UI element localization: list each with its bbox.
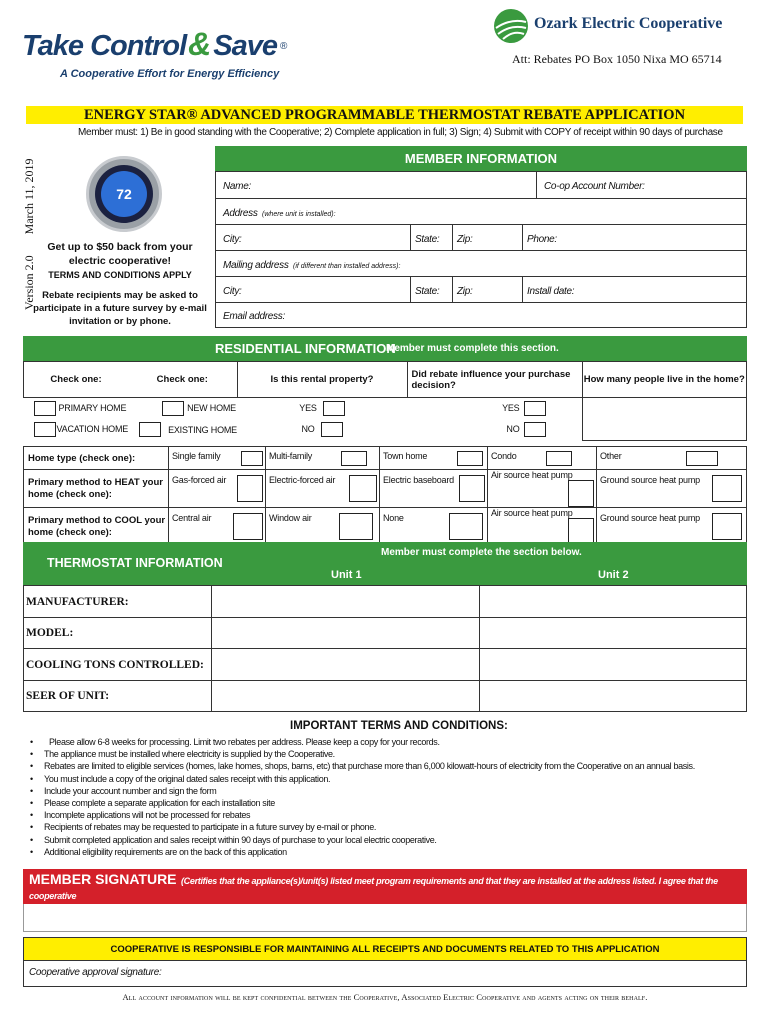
member-info-header-text: MEMBER INFORMATION bbox=[404, 151, 558, 166]
influence-no-checkbox[interactable] bbox=[524, 422, 546, 437]
coop-logo-icon bbox=[493, 8, 529, 44]
terms-item bbox=[30, 809, 742, 821]
promo-block bbox=[30, 240, 210, 328]
tons-label-cell bbox=[24, 649, 212, 681]
home-type-opt-4-checkbox[interactable] bbox=[686, 451, 718, 466]
heat-opt-2[interactable] bbox=[380, 470, 488, 508]
residential-header bbox=[23, 336, 747, 361]
terms-item-text: Additional eligibility requirements are on the back of this application bbox=[44, 846, 287, 857]
influence-yes-label: YES bbox=[502, 402, 520, 413]
terms-item bbox=[30, 760, 742, 772]
terms-item bbox=[30, 736, 742, 748]
heat-opt-1-checkbox[interactable] bbox=[349, 475, 377, 502]
cool-opt-2[interactable] bbox=[380, 508, 488, 546]
people-question: How many people live in the home? bbox=[583, 374, 745, 385]
home-type-label-cell bbox=[24, 447, 169, 470]
home-type-opt-4[interactable] bbox=[597, 447, 747, 470]
seer-unit1-field[interactable] bbox=[212, 681, 480, 712]
influence-yes-cell bbox=[407, 398, 582, 419]
residential-header-text: RESIDENTIAL INFORMATION bbox=[215, 341, 396, 356]
home-type-opt-2-label: Town home bbox=[383, 450, 428, 461]
address-label: Address bbox=[223, 207, 258, 219]
cool-opt-3-label: Air source heat pump bbox=[491, 508, 573, 518]
state2-field[interactable] bbox=[411, 277, 453, 303]
terms-item bbox=[30, 748, 742, 760]
home-type-opt-1[interactable] bbox=[266, 447, 380, 470]
rental-question: Is this rental property? bbox=[270, 374, 374, 385]
rental-yes-checkbox[interactable] bbox=[323, 401, 345, 416]
signature-section[interactable] bbox=[23, 869, 747, 914]
heat-opt-1[interactable] bbox=[266, 470, 380, 508]
thermostat-info-header bbox=[23, 542, 747, 585]
primary-home-checkbox[interactable] bbox=[34, 401, 56, 416]
home-type-opt-3[interactable] bbox=[488, 447, 597, 470]
thermostat-screen bbox=[95, 165, 153, 223]
mailing-address-field[interactable] bbox=[216, 251, 747, 277]
page-title bbox=[26, 106, 743, 124]
signature-text-line1: (Certifies that the appliance(s)/unit(s) listed meet program requirements and that they are installed at the address listed. I agree that the cooperative bbox=[29, 876, 718, 901]
install-date-label: Install date: bbox=[527, 285, 575, 297]
rental-no-label: NO bbox=[301, 423, 315, 434]
existing-home-label: EXISTING HOME bbox=[168, 424, 237, 435]
heat-opt-2-label: Electric baseboard bbox=[383, 475, 454, 485]
tons-unit1-field[interactable] bbox=[212, 649, 480, 681]
heat-opt-0-label: Gas-forced air bbox=[172, 475, 227, 485]
bullet-icon: • bbox=[30, 846, 33, 857]
heat-opt-4-checkbox[interactable] bbox=[712, 475, 742, 502]
terms-item-text: Incomplete applications will not be processed for rebates bbox=[44, 810, 251, 821]
primary-home-label: PRIMARY HOME bbox=[58, 402, 127, 413]
manufacturer-label-cell bbox=[24, 586, 212, 618]
heat-label: Primary method to HEAT your home (check one): bbox=[28, 476, 163, 500]
rental-no-checkbox[interactable] bbox=[321, 422, 343, 437]
rental-header bbox=[237, 362, 407, 398]
residential-must-text: Member must complete this section. bbox=[386, 343, 559, 354]
terms-item-text: The appliance must be installed where electricity is supplied by the Cooperative. bbox=[44, 749, 335, 760]
existing-home-checkbox[interactable] bbox=[139, 422, 161, 437]
vacation-home-label: VACATION HOME bbox=[56, 423, 129, 434]
heat-opt-2-checkbox[interactable] bbox=[459, 475, 485, 502]
requirements-text: Member must: 1) Be in good standing with the Cooperative; 2) Complete application in full; 3) Sign; 4) Submit with COPY of receipt within 90 days of purchase bbox=[78, 127, 723, 138]
thermostat-info-title: THERMOSTAT INFORMATION bbox=[47, 556, 223, 570]
rental-yes-label: YES bbox=[299, 402, 317, 413]
home-type-opt-2-checkbox[interactable] bbox=[457, 451, 483, 466]
check-one-b-header bbox=[128, 362, 237, 398]
unit1-header: Unit 1 bbox=[331, 569, 362, 581]
new-home-checkbox[interactable] bbox=[162, 401, 184, 416]
seer-unit2-field[interactable] bbox=[480, 681, 747, 712]
heat-opt-3[interactable] bbox=[488, 470, 597, 508]
terms-item-text: Please complete a separate application for each installation site bbox=[44, 798, 275, 809]
address-note: (where unit is installed): bbox=[262, 210, 336, 218]
terms-item bbox=[30, 773, 742, 785]
tons-label: COOLING TONS CONTROLLED: bbox=[26, 658, 204, 671]
promo-line2: electric cooperative! bbox=[68, 255, 172, 267]
member-info-table bbox=[215, 171, 747, 328]
promo-line1: Get up to $50 back from your bbox=[47, 241, 193, 253]
page-title-text: ENERGY STAR® ADVANCED PROGRAMMABLE THERMOSTAT REBATE APPLICATION bbox=[83, 107, 686, 123]
home-type-opt-0-label: Single family bbox=[172, 450, 221, 461]
zip-label: Zip: bbox=[457, 233, 473, 245]
terms-item bbox=[30, 846, 742, 858]
thermostat-dial bbox=[101, 171, 147, 217]
promo-survey: Rebate recipients may be asked to participate in a future survey by e-mail invitation or by phone. bbox=[33, 290, 207, 327]
terms-item bbox=[30, 785, 742, 797]
residential-table bbox=[23, 361, 747, 441]
cool-opt-3-checkbox[interactable] bbox=[568, 518, 594, 545]
bullet-icon: • bbox=[30, 810, 33, 821]
terms-item-text: Recipients of rebates may be requested to participate in a future survey by e-mail or phone. bbox=[44, 822, 376, 833]
influence-no-cell bbox=[407, 419, 582, 441]
signature-line-box[interactable] bbox=[23, 904, 747, 932]
signature-title: MEMBER SIGNATURE bbox=[29, 871, 177, 887]
member-info-header bbox=[215, 146, 747, 171]
rental-yes-cell bbox=[237, 398, 407, 419]
logo-end-text: Save bbox=[213, 30, 278, 62]
bullet-icon: • bbox=[30, 749, 33, 760]
cool-opt-4[interactable] bbox=[597, 508, 747, 546]
registered-mark: ® bbox=[280, 40, 288, 52]
home-type-opt-1-label: Multi-family bbox=[269, 450, 313, 461]
email-field[interactable] bbox=[216, 303, 747, 328]
coop-note-bar bbox=[23, 937, 747, 961]
bullet-icon: • bbox=[30, 798, 33, 809]
home-type-opt-1-checkbox[interactable] bbox=[341, 451, 367, 466]
people-header bbox=[582, 362, 747, 398]
manufacturer-unit2-field[interactable] bbox=[480, 586, 747, 618]
check-one-a-label: Check one: bbox=[50, 374, 102, 385]
home-systems-table bbox=[23, 446, 747, 546]
home-type-opt-4-label: Other bbox=[600, 450, 622, 461]
name-field[interactable] bbox=[216, 172, 537, 199]
zip-field[interactable] bbox=[453, 225, 523, 251]
terms-item bbox=[30, 834, 742, 846]
seer-label-cell bbox=[24, 681, 212, 712]
logo-main-text: Take Control bbox=[22, 30, 187, 62]
phone-field[interactable] bbox=[523, 225, 747, 251]
account-number-label: Co-op Account Number: bbox=[544, 181, 645, 192]
install-date-field[interactable] bbox=[523, 277, 747, 303]
cool-label-cell bbox=[24, 508, 169, 546]
check-one-b-label: Check one: bbox=[156, 374, 208, 385]
primary-home-cell bbox=[24, 398, 129, 419]
city-label: City: bbox=[223, 233, 242, 245]
cool-opt-2-label: None bbox=[383, 513, 404, 523]
home-type-opt-0[interactable] bbox=[169, 447, 266, 470]
bullet-icon: • bbox=[30, 737, 33, 747]
bullet-icon: • bbox=[30, 785, 33, 796]
state2-label: State: bbox=[415, 285, 440, 297]
influence-no-label: NO bbox=[506, 423, 520, 434]
cool-opt-1-label: Window air bbox=[269, 513, 312, 523]
bullet-icon: • bbox=[30, 822, 33, 833]
vacation-home-checkbox[interactable] bbox=[34, 422, 56, 437]
version-text: Version 2.0 bbox=[22, 255, 36, 310]
coop-address: Att: Rebates PO Box 1050 Nixa MO 65714 bbox=[512, 52, 722, 66]
influence-yes-checkbox[interactable] bbox=[524, 401, 546, 416]
coop-name: Ozark Electric Cooperative bbox=[534, 15, 723, 32]
home-type-opt-2[interactable] bbox=[380, 447, 488, 470]
thermostat-must-text: Member must complete the section below. bbox=[381, 547, 582, 558]
zip2-field[interactable] bbox=[453, 277, 523, 303]
zip2-label: Zip: bbox=[457, 285, 473, 297]
heat-opt-0-checkbox[interactable] bbox=[237, 475, 263, 502]
bullet-icon: • bbox=[30, 761, 33, 772]
city2-label: City: bbox=[223, 285, 242, 297]
terms-item-text: Rebates are limited to eligible services (homes, lake homes, shops, barns, etc) that purchase more than 6,000 kilowatt-hours of electricity from the Cooperative on an annual basis. bbox=[44, 761, 695, 772]
home-type-opt-3-checkbox[interactable] bbox=[546, 451, 572, 466]
mailing-address-note: (if different than installed address): bbox=[293, 262, 401, 270]
heat-opt-4[interactable] bbox=[597, 470, 747, 508]
rental-no-cell bbox=[237, 419, 407, 441]
tons-unit2-field[interactable] bbox=[480, 649, 747, 681]
bullet-icon: • bbox=[30, 834, 33, 845]
name-label: Name: bbox=[223, 181, 251, 192]
promo-terms: TERMS AND CONDITIONS APPLY bbox=[48, 270, 192, 280]
unit2-header: Unit 2 bbox=[598, 569, 629, 581]
home-type-label: Home type (check one): bbox=[28, 452, 136, 464]
terms-item-text: You must include a copy of the original dated sales receipt with this application. bbox=[44, 773, 331, 784]
state-field[interactable] bbox=[411, 225, 453, 251]
home-type-opt-3-label: Condo bbox=[491, 450, 517, 461]
terms-item-text: Include your account number and sign the form bbox=[44, 785, 217, 796]
heat-opt-3-label: Air source heat pump bbox=[491, 470, 573, 480]
cool-opt-1[interactable] bbox=[266, 508, 380, 546]
approval-signature-label: Cooperative approval signature: bbox=[29, 967, 162, 978]
cool-opt-0-checkbox[interactable] bbox=[233, 513, 263, 540]
brand-logo bbox=[22, 26, 322, 66]
cool-label: Primary method to COOL your home (check one): bbox=[28, 514, 166, 538]
coop-note-text: COOPERATIVE IS RESPONSIBLE FOR MAINTAINING ALL RECEIPTS AND DOCUMENTS RELATED TO THIS APPLICATION bbox=[110, 944, 660, 955]
cool-opt-1-checkbox[interactable] bbox=[339, 513, 373, 540]
thermostat-info-table bbox=[23, 585, 747, 712]
heat-label-cell bbox=[24, 470, 169, 508]
terms-item bbox=[30, 797, 742, 809]
cool-opt-4-label: Ground source heat pump bbox=[600, 513, 700, 523]
model-label-cell bbox=[24, 618, 212, 649]
heat-opt-3-checkbox[interactable] bbox=[568, 480, 594, 507]
manufacturer-label: MANUFACTURER: bbox=[26, 595, 129, 608]
cool-opt-0[interactable] bbox=[169, 508, 266, 546]
email-label: Email address: bbox=[223, 311, 285, 322]
bullet-icon: • bbox=[30, 773, 33, 784]
cool-opt-3[interactable] bbox=[488, 508, 597, 546]
vacation-home-cell bbox=[24, 419, 129, 441]
heat-opt-0[interactable] bbox=[169, 470, 266, 508]
cool-opt-0-label: Central air bbox=[172, 513, 212, 523]
new-home-label: NEW HOME bbox=[187, 402, 236, 413]
brand-tagline: A Cooperative Effort for Energy Efficiency bbox=[60, 68, 280, 80]
terms-header: IMPORTANT TERMS AND CONDITIONS: bbox=[290, 720, 508, 732]
influence-header bbox=[407, 362, 582, 398]
model-unit1-field[interactable] bbox=[212, 618, 480, 649]
model-label: MODEL: bbox=[26, 627, 74, 639]
model-unit2-field[interactable] bbox=[480, 618, 747, 649]
people-count-field[interactable] bbox=[582, 398, 747, 441]
thermostat-temp: 72 bbox=[116, 186, 132, 202]
mailing-address-label: Mailing address bbox=[223, 259, 289, 271]
new-home-cell bbox=[128, 398, 237, 419]
state-label: State: bbox=[415, 233, 440, 245]
phone-label: Phone: bbox=[527, 233, 557, 245]
address-field[interactable] bbox=[216, 199, 747, 225]
home-type-opt-0-checkbox[interactable] bbox=[241, 451, 263, 466]
signature-text-line2: may verify installation at the address listed.) bbox=[29, 904, 205, 914]
version-date: March 11, 2019 bbox=[22, 158, 36, 235]
logo-ampersand: & bbox=[188, 26, 212, 62]
cool-opt-2-checkbox[interactable] bbox=[449, 513, 483, 540]
terms-item-text: Submit completed application and sales receipt within 90 days of purchase to your local electric cooperative. bbox=[44, 834, 437, 845]
account-number-field[interactable] bbox=[537, 172, 747, 199]
city-field[interactable] bbox=[216, 225, 411, 251]
approval-signature-field[interactable] bbox=[23, 961, 747, 987]
terms-list bbox=[30, 736, 742, 858]
heat-opt-1-label: Electric-forced air bbox=[269, 475, 336, 485]
cool-opt-4-checkbox[interactable] bbox=[712, 513, 742, 540]
city2-field[interactable] bbox=[216, 277, 411, 303]
footer-confidential: All account information will be kept confidential between the Cooperative, Associated Electric Cooperative and agents acting on their behalf. bbox=[122, 992, 648, 1002]
heat-opt-4-label: Ground source heat pump bbox=[600, 475, 700, 485]
thermostat-image bbox=[86, 156, 162, 232]
terms-item-text: Please allow 6-8 weeks for processing. Limit two rebates per address. Please keep a copy for your records. bbox=[49, 737, 440, 747]
manufacturer-unit1-field[interactable] bbox=[212, 586, 480, 618]
seer-label: SEER OF UNIT: bbox=[26, 690, 110, 702]
terms-item bbox=[30, 821, 742, 833]
check-one-a-header bbox=[24, 362, 129, 398]
influence-question: Did rebate influence your purchase decision? bbox=[411, 368, 571, 391]
